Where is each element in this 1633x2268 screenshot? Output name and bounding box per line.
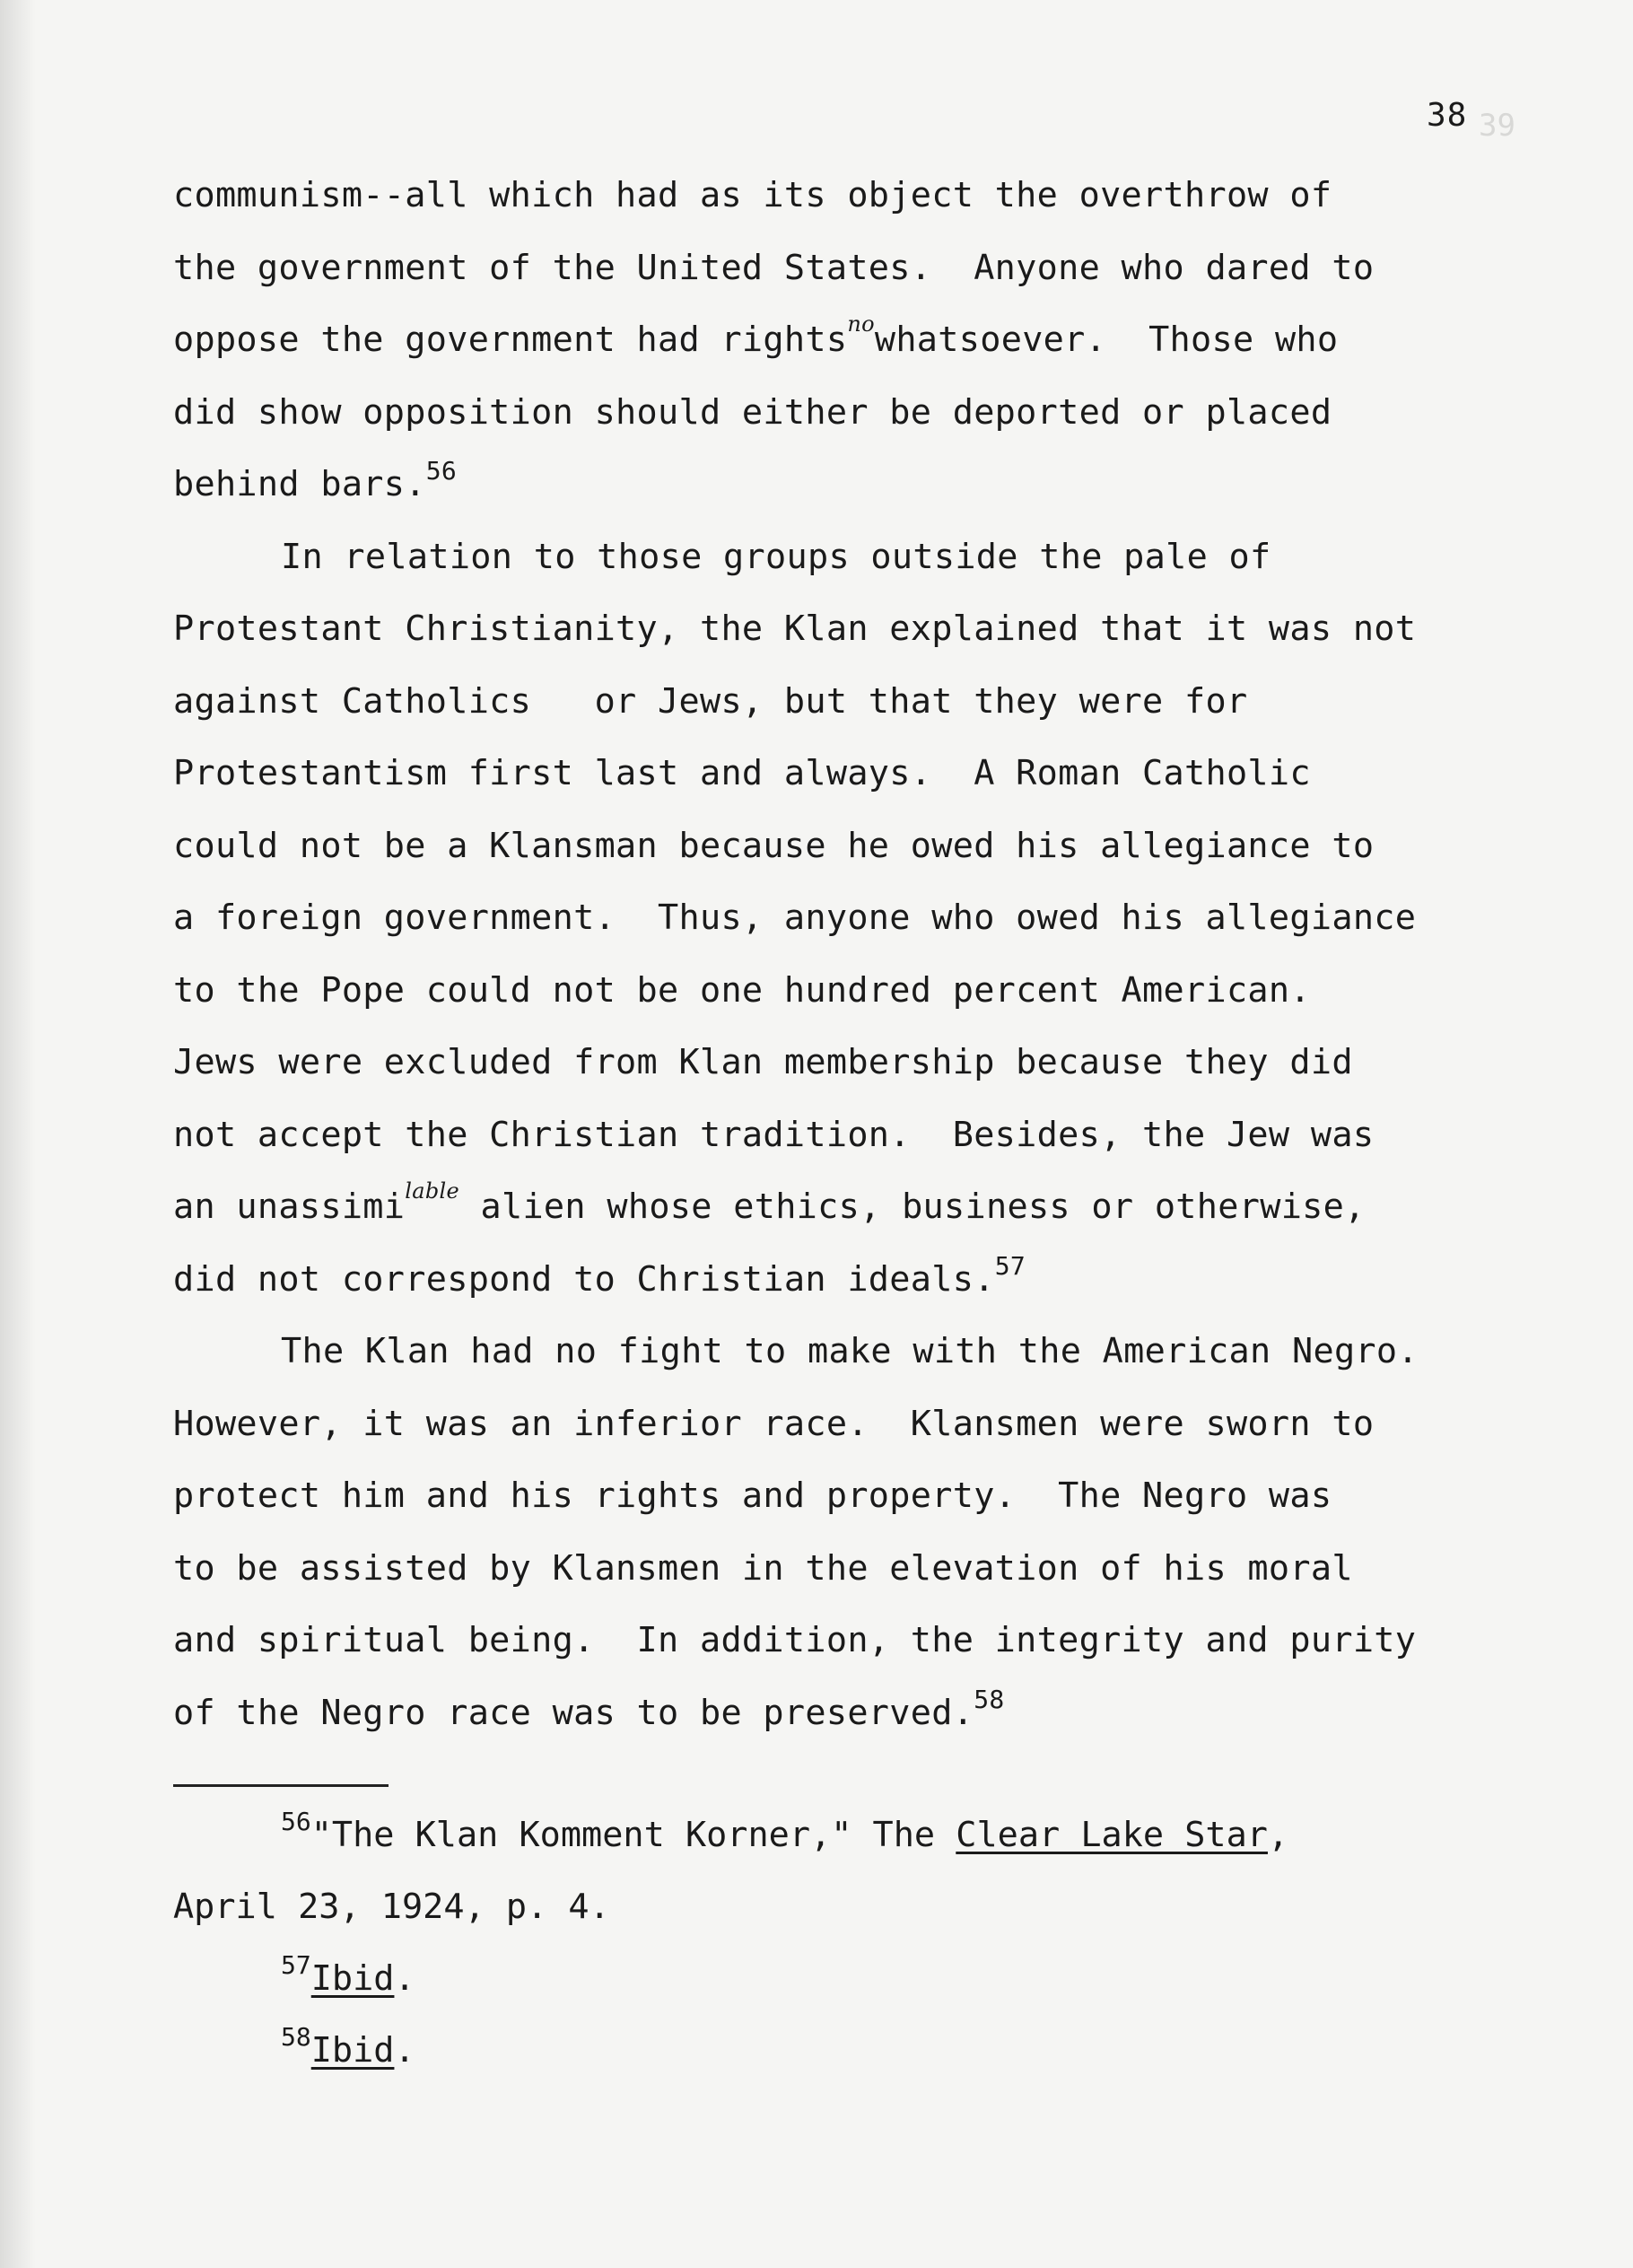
text-line: an unassimi$^{lable}$ alien whose ethics, business or otherwise,: [173, 1178, 1366, 1227]
text-line: did not correspond to Christian ideals.$^{57}$: [173, 1250, 1026, 1300]
bleed-through-page-number: 39: [1479, 108, 1515, 144]
handwritten-insertion: lable: [405, 1178, 460, 1204]
text-line: the government of the United States. Anyone who dared to: [173, 247, 1375, 288]
text-line: In relation to those groups outside the pale of: [281, 536, 1271, 577]
text-line: behind bars.$^{56}$: [173, 456, 458, 504]
footnote-ref: 58: [974, 1684, 1005, 1714]
footnote-ref: 57: [994, 1250, 1026, 1281]
footnote-58: $^{58}$Ibid.: [281, 2022, 415, 2071]
footnote-56-cont: April 23, 1924, p. 4.: [173, 1887, 610, 1927]
text-line: protect him and his rights and property. The Negro was: [173, 1476, 1332, 1516]
text-line: did show opposition should either be deported or placed: [173, 391, 1332, 433]
page-number: 38: [1427, 97, 1468, 134]
footnote-divider: [173, 1784, 389, 1787]
text-line: and spiritual being. In addition, the integrity and purity: [173, 1620, 1417, 1660]
text-line: of the Negro race was to be preserved.$^{58}$: [173, 1684, 1005, 1733]
text-line: communism--all which had as its object the overthrow of: [173, 175, 1332, 215]
text-line: to be assisted by Klansmen in the elevation of his moral: [173, 1547, 1353, 1589]
footnotes: [173, 1800, 1474, 2087]
footnote-ref: 56: [425, 456, 458, 486]
body-text: [173, 160, 1474, 1749]
text-line: against Catholics or Jews, but that they were for: [173, 680, 1248, 722]
text-line: not accept the Christian tradition. Besides, the Jew was: [173, 1114, 1375, 1155]
text-line: Protestantism first last and always. A Roman Catholic: [173, 753, 1311, 793]
text-line: oppose the government had rights$^{no}$whatsoever. Those who: [173, 311, 1339, 360]
text-line: Jews were excluded from Klan membership because they did: [173, 1042, 1353, 1082]
text-line: However, it was an inferior race. Klansmen were sworn to: [173, 1403, 1375, 1444]
text-line: The Klan had no fight to make with the American Negro.: [281, 1331, 1419, 1371]
handwritten-insertion: no: [847, 311, 875, 337]
text-line: a foreign government. Thus, anyone who owed his allegiance: [173, 898, 1417, 938]
text-line: Protestant Christianity, the Klan explained that it was not: [173, 609, 1417, 649]
newspaper-title: Clear Lake Star: [956, 1815, 1268, 1855]
footnote-57: $^{57}$Ibid.: [281, 1950, 415, 1999]
text-line: to the Pope could not be one hundred percent American.: [173, 969, 1311, 1011]
footnote-56: $^{56}$"The Klan Komment Korner," The Clear Lake Star,: [281, 1807, 1289, 1855]
text-line: could not be a Klansman because he owed his allegiance to: [173, 825, 1375, 866]
